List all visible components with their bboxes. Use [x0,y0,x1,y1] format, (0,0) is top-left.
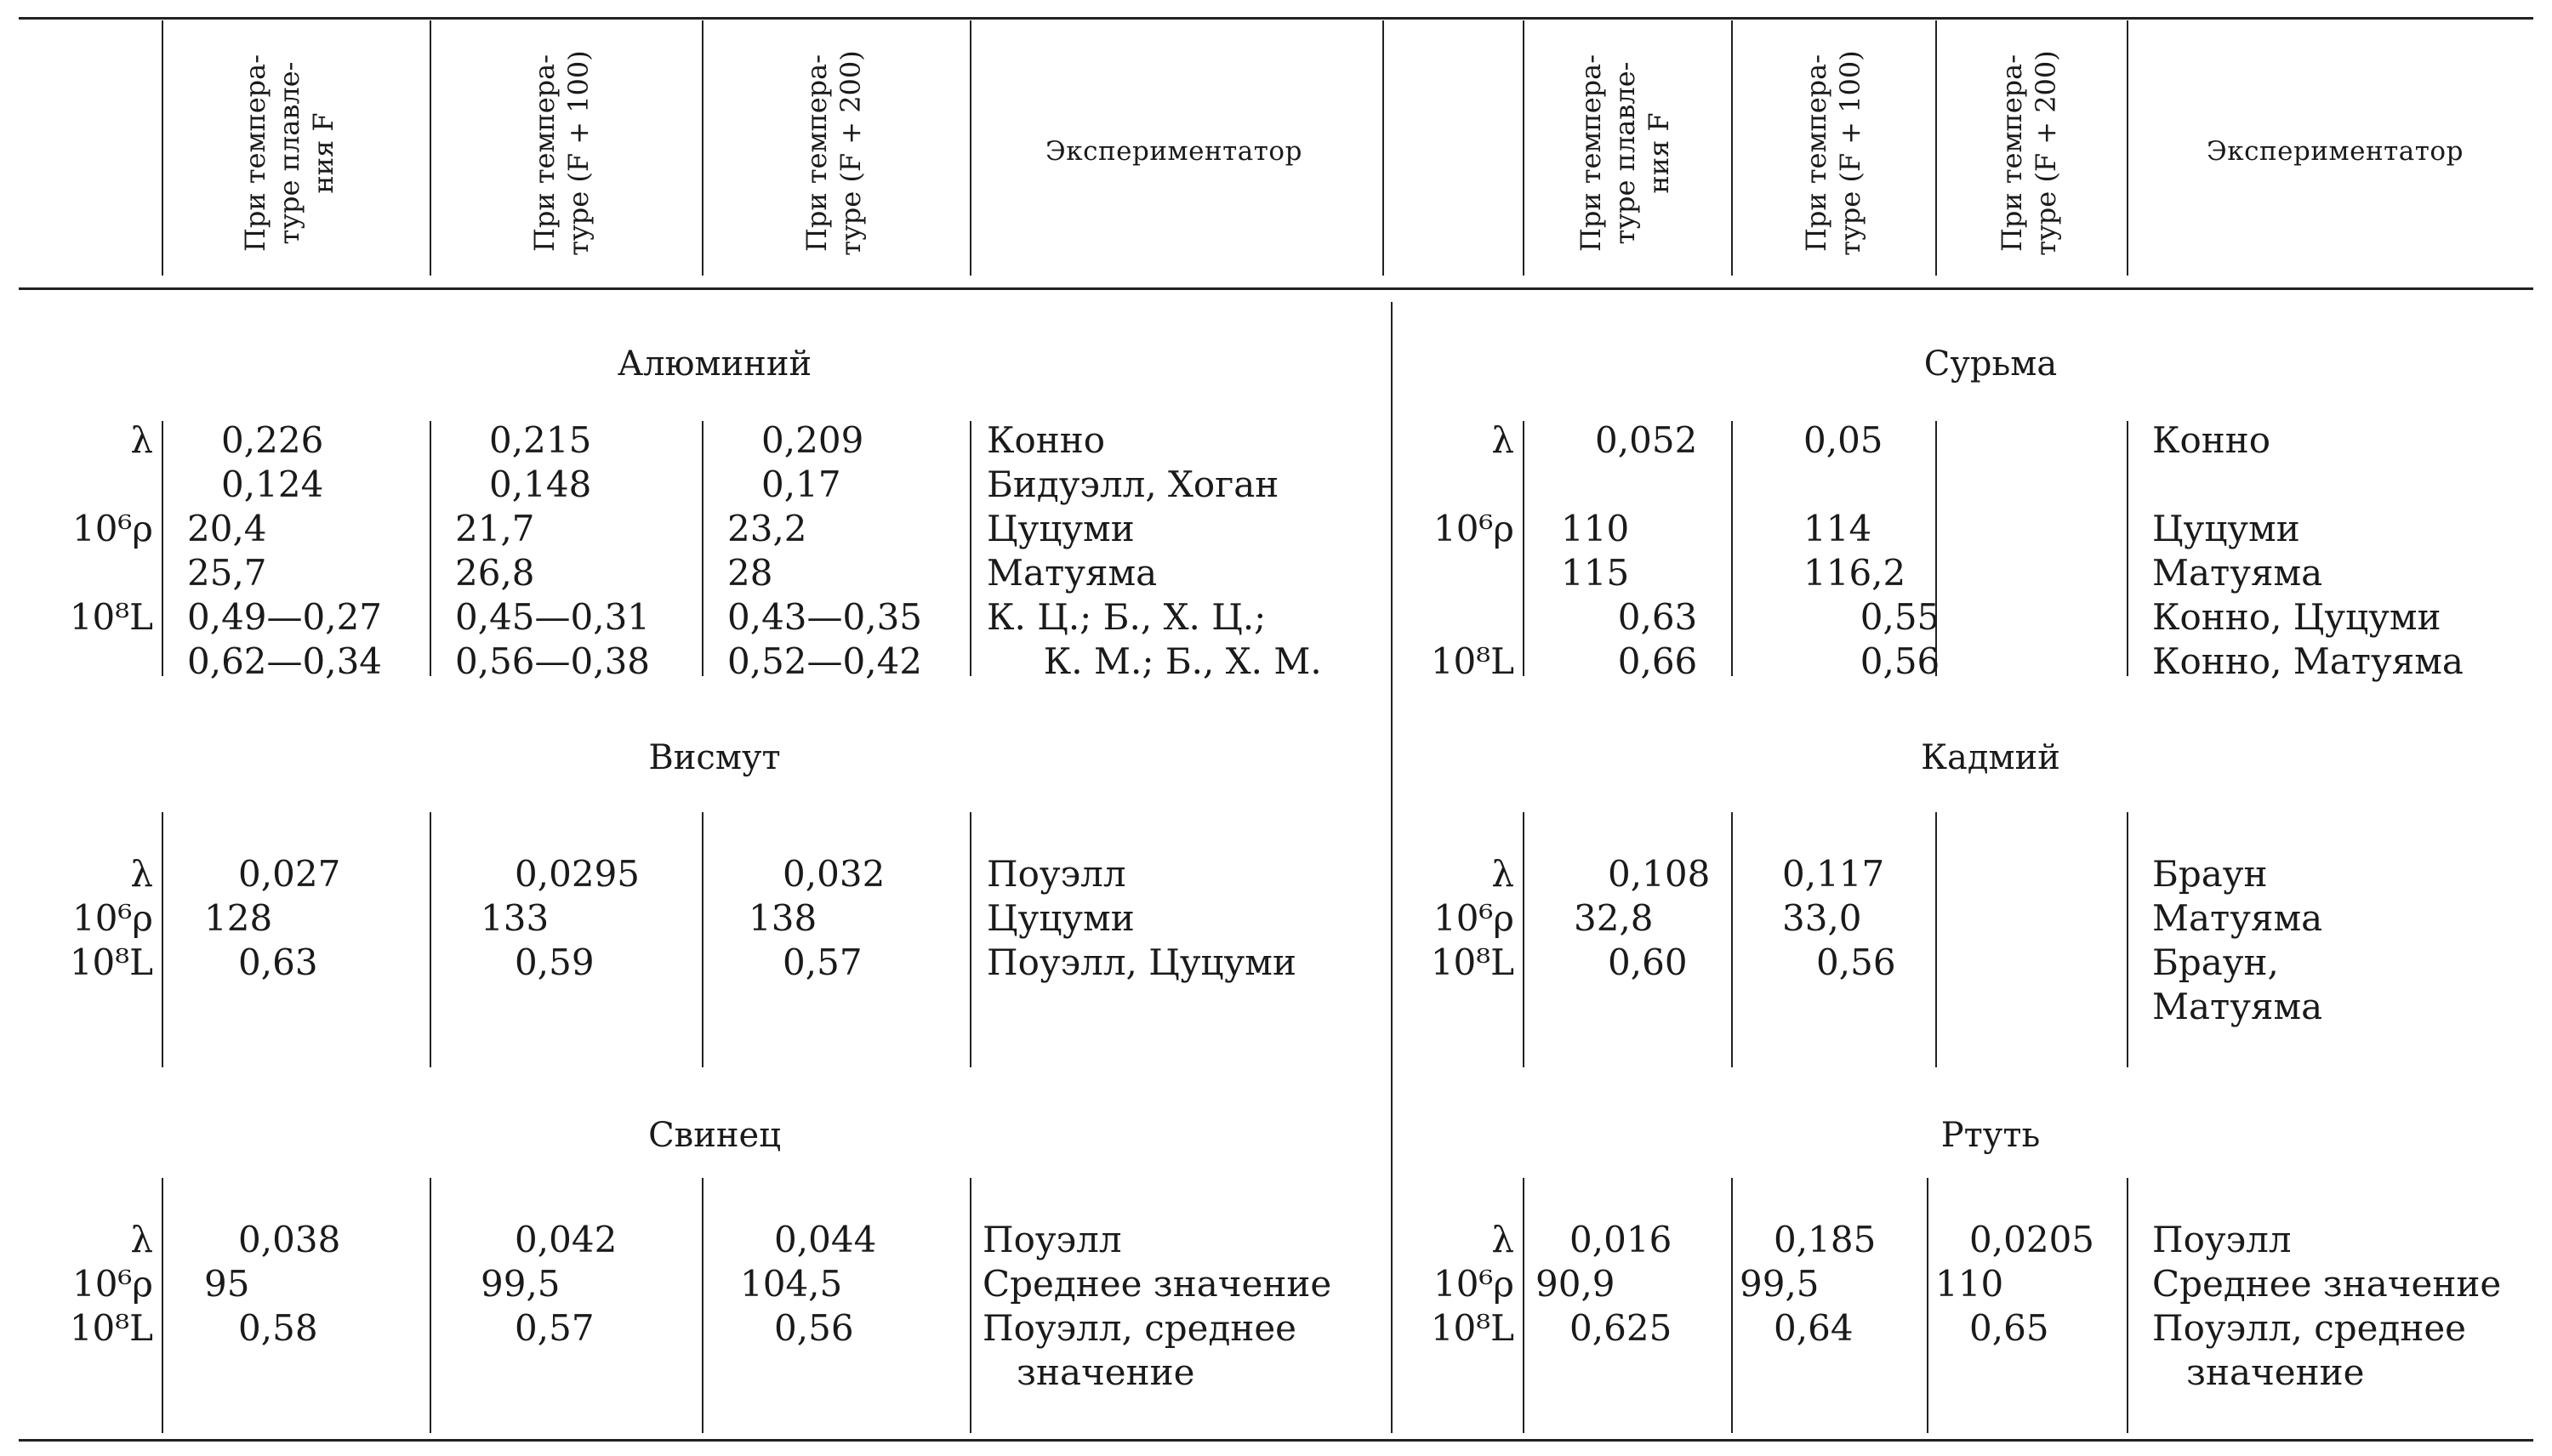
cell-divider [1731,1178,1733,1433]
section-title-mercury: Ртуть [1940,1116,2041,1155]
cell-divider [162,1178,163,1433]
section-title-antimony: Сурьма [1923,344,2058,384]
row-labels-antimony: λ 10⁶ρ 10⁸L [1430,419,1514,682]
row-labels-aluminium: λ 10⁶ρ 10⁸L [69,419,153,638]
cell-divider [430,1178,431,1433]
header-divider [430,20,431,276]
cell-divider [1523,421,1524,676]
cell-bismuth-experimenter: Поуэлл Цуцуми Поуэлл, Цуцуми [987,853,1296,983]
cell-divider [1523,1178,1524,1433]
row-labels-mercury: λ 10⁶ρ 10⁸L [1430,1219,1514,1349]
row-labels-cadmium: λ 10⁶ρ 10⁸L [1430,853,1514,983]
header-label: При темпера- туре (F + 200) [1996,50,2062,256]
header-divider [1382,20,1384,276]
cell-divider [970,1178,971,1433]
table-bottom-rule [19,1439,2533,1442]
header-divider [970,20,971,276]
cell-divider [430,421,431,676]
cell-divider [1935,812,1937,1067]
cell-lead-f200: 0,044 104,5 0,56 [740,1219,877,1349]
header-label: При темпера- туре (F + 100) [1800,50,1866,256]
cell-divider [2127,812,2128,1067]
cell-divider [162,421,163,676]
header-label: При темпера- туре (F + 200) [800,50,867,256]
header-experimenter-left: Экспериментатор [1045,136,1302,167]
cell-lead-experimenter: Поуэлл Среднее значение Поуэлл, среднее значение [983,1219,1332,1393]
section-title-bismuth: Висмут [648,738,781,777]
cell-divider [1523,812,1524,1067]
cell-bismuth-f100: 0,0295 133 0,59 [481,853,641,983]
cell-mercury-f200: 0,0205 110 0,65 [1935,1219,2095,1349]
header-label: При темпера- туре плавле- ния F [1575,54,1675,253]
header-experimenter-right: Экспериментатор [2207,136,2464,167]
cell-lead-melt: 0,038 95 0,58 [204,1219,341,1349]
cell-mercury-f100: 0,185 99,5 0,64 [1740,1219,1877,1349]
header-divider [1731,20,1733,276]
header-divider [1523,20,1524,276]
cell-bismuth-melt: 0,027 128 0,63 [204,853,341,983]
cell-divider [2127,1178,2128,1433]
cell-divider [1731,812,1733,1067]
cell-divider [970,421,971,676]
header-label: При темпера- туре плавле- ния F [239,54,339,253]
cell-antimony-f100: 0,05 114 116,2 0,55 0,56 [1803,419,1940,682]
cell-divider [1731,421,1733,676]
cell-divider [162,812,163,1067]
cell-lead-f100: 0,042 99,5 0,57 [481,1219,618,1349]
row-labels-bismuth: λ 10⁶ρ 10⁸L [69,853,153,983]
cell-antimony-experimenter: Конно Цуцуми Матуяма Конно, Цуцуми Конно, Матуяма [2152,419,2464,682]
cell-cadmium-experimenter: Браун Матуяма Браун, Матуяма [2152,853,2323,1027]
section-title-lead: Свинец [648,1116,781,1155]
header-label: При темпера- туре (F + 100) [528,50,595,256]
cell-aluminium-melt: 0,226 0,124 20,4 25,7 0,49—0,27 0,62—0,34 [187,419,383,682]
section-title-aluminium: Алюминий [617,344,812,384]
cell-divider [2127,421,2128,676]
cell-mercury-melt: 0,016 90,9 0,625 [1535,1219,1672,1349]
cell-divider [702,812,704,1067]
cell-mercury-experimenter: Поуэлл Среднее значение Поуэлл, среднее значение [2152,1219,2502,1393]
header-divider [1935,20,1937,276]
cell-cadmium-melt: 0,108 32,8 0,60 [1574,853,1711,983]
cell-divider [1927,1178,1928,1433]
cell-bismuth-f200: 0,032 138 0,57 [749,853,886,983]
cell-divider [702,421,704,676]
cell-divider [702,1178,704,1433]
header-separator [19,287,2533,290]
row-labels-lead: λ 10⁶ρ 10⁸L [69,1219,153,1349]
cell-antimony-melt: 0,052 110 115 0,63 0,66 [1561,419,1698,682]
cell-divider [970,812,971,1067]
cell-aluminium-f100: 0,215 0,148 21,7 26,8 0,45—0,31 0,56—0,38 [455,419,651,682]
cell-divider [430,812,431,1067]
header-divider [702,20,704,276]
header-divider [162,20,163,276]
cell-aluminium-f200: 0,209 0,17 23,2 28 0,43—0,35 0,52—0,42 [727,419,923,682]
header-divider [2127,20,2128,276]
center-divider [1391,302,1393,1433]
cell-cadmium-f100: 0,117 33,0 0,56 [1782,853,1896,983]
section-title-cadmium: Кадмий [1921,738,2060,777]
table-top-rule [19,17,2533,20]
cell-aluminium-experimenter: Конно Бидуэлл, Хоган Цуцуми Матуяма К. Ц.; Б., Х. Ц.; К. М.; Б., Х. М. [987,419,1322,682]
